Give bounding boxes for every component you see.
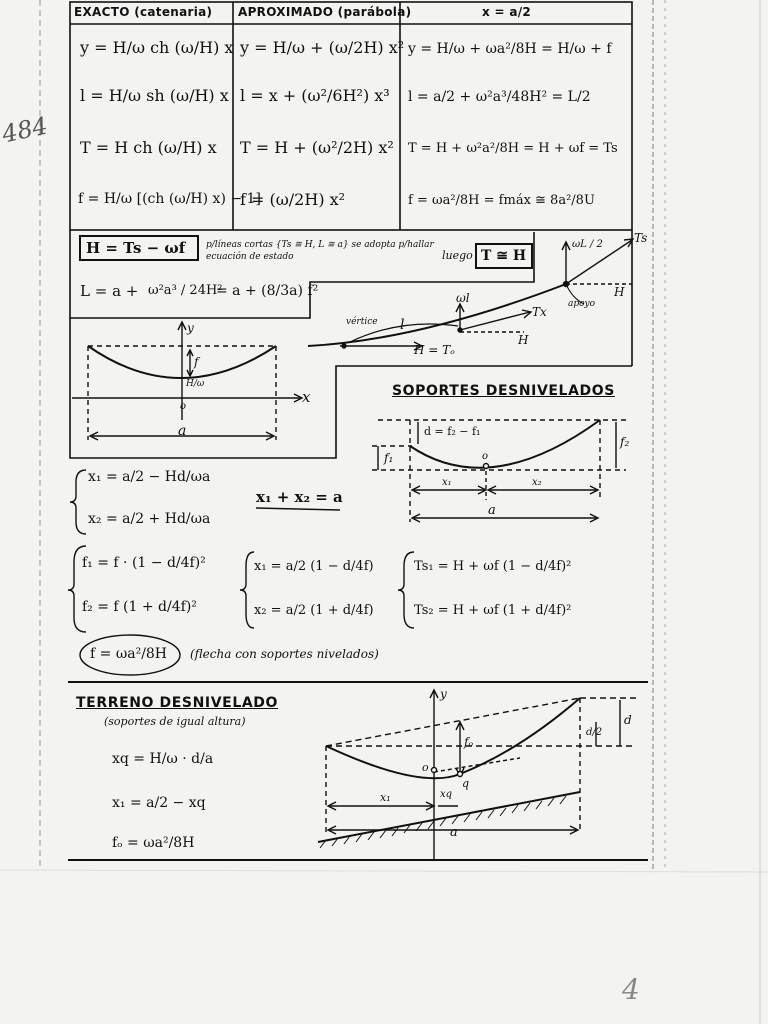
- uneven-terrain-title: TERRENO DESNIVELADO: [76, 695, 278, 711]
- eq-f1: f₁ = f · (1 − d/4f)²: [82, 555, 206, 571]
- page-number: 4: [622, 973, 640, 1006]
- o-label: o: [482, 451, 489, 462]
- tension-h2-label: H: [614, 285, 625, 299]
- vertex-label: vértice: [346, 317, 378, 327]
- cell-exact-f: f = H/ω [(ch (ω/H) x) − 1]: [78, 191, 261, 207]
- t-approx-formula: T ≅ H: [481, 248, 527, 264]
- x1-dim-label: x₁: [442, 477, 452, 488]
- short-lines-note: p/líneas cortas {Ts ≅ H, L ≅ a} se adopta p/hallar ecuación de estado: [206, 240, 434, 262]
- cell-exact-t: T = H ch (ω/H) x: [80, 138, 217, 157]
- terrain-xq-label: xq: [440, 789, 453, 800]
- terrain-y-label: y: [440, 687, 447, 701]
- terrain-o-label: o: [422, 761, 429, 774]
- l-formula-left: L = a +: [80, 282, 139, 300]
- cell-exact-l: l = H/ω sh (ω/H) x: [80, 86, 229, 105]
- table-header-approx: APROXIMADO (parábola): [238, 5, 412, 19]
- eq-x2b: x₂ = a/2 (1 + d/4f): [254, 603, 374, 618]
- cat-a-label: a: [178, 423, 187, 439]
- cell-half-l: l = a/2 + ω²a³/48H² = L/2: [408, 89, 591, 105]
- uneven-terrain-diagram: [318, 687, 636, 860]
- l-formula-right: = a + (8/3a) f²: [216, 283, 319, 299]
- eq-x1b: x₁ = a/2 (1 − d/4f): [254, 559, 374, 574]
- eq-ts1: Ts₁ = H + ωf (1 − d/4f)²: [414, 559, 572, 574]
- l-formula-mid: ω²a³ / 24H²: [148, 283, 223, 298]
- f1-label: f₁: [384, 451, 394, 465]
- eq-x1: x₁ = a/2 − Hd/ωa: [88, 469, 211, 485]
- margin-page-number: 484: [0, 111, 51, 149]
- cat-h-over-w: H/ω: [186, 379, 205, 389]
- cat-origin: o: [180, 401, 187, 412]
- terrain-q-label: q: [462, 777, 470, 790]
- tension-wl-label: ωl: [456, 291, 470, 305]
- eq-f2: f₂ = f (1 + d/4f)²: [82, 599, 197, 615]
- eq-sum: x₁ + x₂ = a: [256, 488, 343, 506]
- uneven-supports-title: SOPORTES DESNIVELADOS: [392, 383, 615, 399]
- cell-approx-t: T = H + (ω²/2H) x²: [240, 138, 394, 157]
- uneven-terrain-subtitle: (soportes de igual altura): [104, 715, 246, 728]
- apoyo-label: apoyo: [568, 299, 596, 309]
- luego-label: luego: [442, 249, 473, 262]
- h-formula: H = Ts − ωf: [86, 239, 186, 257]
- x2-dim-label: x₂: [532, 477, 542, 488]
- terrain-a-label: a: [450, 825, 458, 840]
- tension-wl-half-label: ωL / 2: [572, 239, 603, 250]
- terrain-d-label: d: [624, 713, 632, 727]
- terrain-x1-label: x₁: [380, 791, 391, 804]
- eq-x1-terrain: x₁ = a/2 − xq: [112, 795, 206, 811]
- eq-ts2: Ts₂ = H + ωf (1 + d/4f)²: [414, 603, 572, 618]
- tension-tx-label: Tx: [532, 305, 547, 319]
- tension-l-label: l: [400, 317, 405, 333]
- eq-f-circled: f = ωa²/8H: [90, 646, 168, 662]
- cell-exact-y: y = H/ω ch (ω/H) x: [80, 38, 234, 57]
- cell-half-t: T = H + ω²a²/8H = H + ωf = Ts: [408, 141, 618, 156]
- cell-approx-f: f = (ω/2H) x²: [240, 190, 346, 209]
- eq-xq: xq = H/ω · d/a: [112, 751, 214, 767]
- tension-h-eq-label: H = Tₒ: [414, 343, 455, 357]
- a-dim-label: a: [488, 503, 496, 518]
- table-header-exact: EXACTO (catenaria): [74, 5, 213, 19]
- terrain-fo-label: fₒ: [464, 735, 474, 749]
- cell-half-f: f = ωa²/8H = fmáx ≅ 8a²/8U: [408, 193, 595, 208]
- bottom-scan-edge: [0, 870, 768, 872]
- cell-approx-y: y = H/ω + (ω/2H) x²: [240, 38, 405, 57]
- cat-y-label: y: [187, 321, 194, 335]
- tension-ts-label: Ts: [634, 231, 648, 245]
- cat-f-label: f: [194, 355, 199, 369]
- cell-half-y: y = H/ω + ωa²/8H = H/ω + f: [408, 41, 612, 57]
- eq-fo: fₒ = ωa²/8H: [112, 835, 195, 851]
- uneven-supports-diagram: [372, 420, 626, 522]
- cell-approx-l: l = x + (ω²/6H²) x³: [240, 86, 390, 105]
- eq-f-note: (flecha con soportes nivelados): [190, 647, 379, 661]
- eq-x2: x₂ = a/2 + Hd/ωa: [88, 511, 211, 527]
- section-divider-lines: [70, 230, 632, 458]
- terrain-d2-label: d/2: [586, 727, 603, 738]
- tension-h-label: H: [518, 333, 529, 347]
- table-header-half: x = a/2: [482, 5, 532, 19]
- d-formula: d = f₂ − f₁: [424, 425, 481, 438]
- cat-x-label: x: [302, 388, 311, 406]
- f2-label: f₂: [620, 435, 630, 449]
